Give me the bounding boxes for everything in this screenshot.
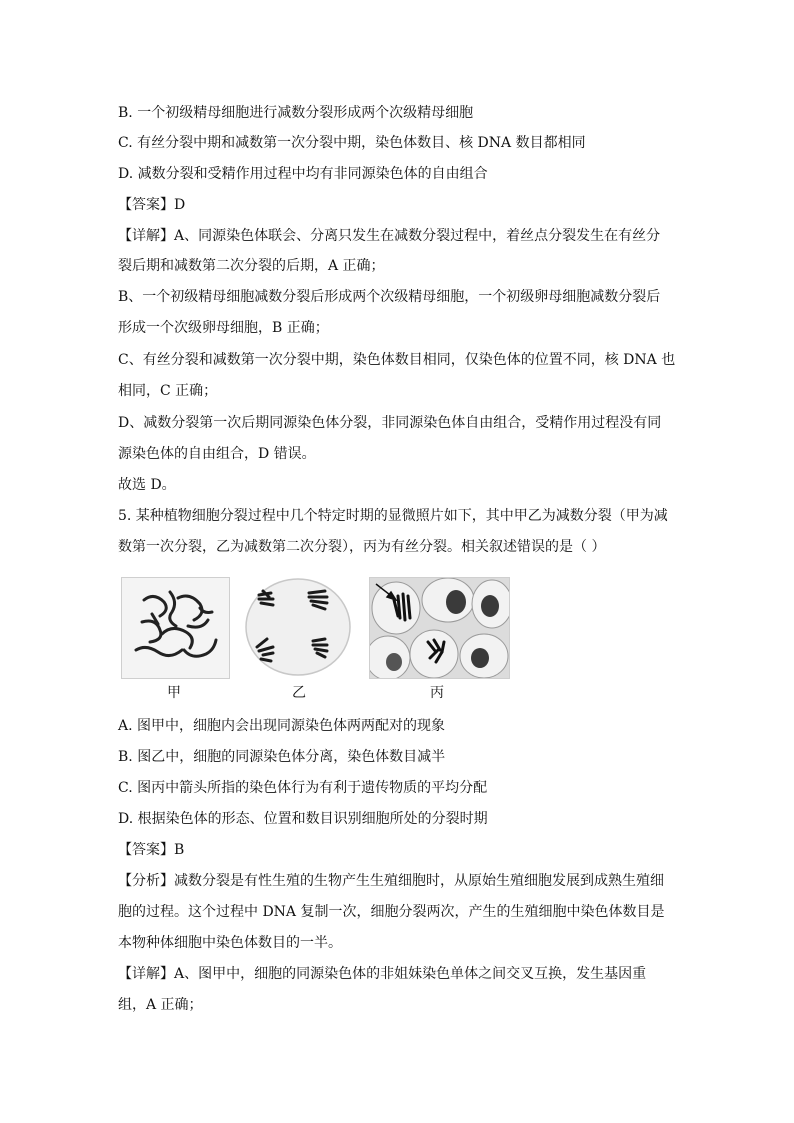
micrograph-bing: [369, 577, 510, 679]
answer-label: 【答案】B: [118, 842, 185, 858]
text-line: 裂后期和减数第二次分裂的后期，A 正确；: [118, 258, 385, 274]
analysis-line: 胞的过程。这个过程中 DNA 复制一次，细胞分裂两次，产生的生殖细胞中染色体数目是: [118, 904, 665, 920]
text-line: 故选 D。: [118, 477, 176, 493]
analysis-line: 本物种体细胞中染色体数目的一半。: [118, 935, 342, 951]
micrograph-jia: [121, 577, 230, 679]
text-line: 源染色体的自由组合，D 错误。: [118, 446, 316, 462]
analysis-line: 【分析】减数分裂是有性生殖的生物产生生殖细胞时，从原始生殖细胞发展到成熟生殖细: [118, 873, 664, 889]
option-c: C. 图丙中箭头所指的染色体行为有利于遗传物质的平均分配: [118, 780, 488, 796]
explanation-line: 组，A 正确；: [118, 997, 203, 1013]
text-line: 形成一个次级卵母细胞，B 正确；: [118, 320, 329, 336]
question-stem: 数第一次分裂，乙为减数第二次分裂），丙为有丝分裂。相关叙述错误的是（ ）: [118, 539, 606, 555]
text-line: B、一个初级精母细胞减数分裂后形成两个次级精母细胞，一个初级卵母细胞减数分裂后: [118, 289, 661, 305]
option-a: A. 图甲中，细胞内会出现同源染色体两两配对的现象: [118, 718, 446, 734]
text-line: C. 有丝分裂中期和减数第一次分裂中期，染色体数目、核 DNA 数目都相同: [118, 135, 586, 151]
caption-bing: 丙: [430, 685, 444, 701]
explanation-line: 【详解】A、图甲中，细胞的同源染色体的非姐妹染色单体之间交叉互换，发生基因重: [118, 966, 647, 982]
caption-yi: 乙: [292, 685, 306, 701]
question-stem: 5. 某种植物细胞分裂过程中几个特定时期的显微照片如下，其中甲乙为减数分裂（甲为减: [118, 508, 668, 524]
text-line: 【详解】A、同源染色体联会、分离只发生在减数分裂过程中，着丝点分裂发生在有丝分: [118, 228, 661, 244]
text-line: B. 一个初级精母细胞进行减数分裂形成两个次级精母细胞: [118, 105, 474, 121]
option-d: D. 根据染色体的形态、位置和数目识别细胞所处的分裂时期: [118, 811, 488, 827]
text-line: D. 减数分裂和受精作用过程中均有非同源染色体的自由组合: [118, 166, 488, 182]
text-line: 相同，C 正确；: [118, 383, 218, 399]
text-line: D、减数分裂第一次后期同源染色体分裂，非同源染色体自由组合，受精作用过程没有同: [118, 415, 662, 431]
answer-label: 【答案】D: [118, 197, 186, 213]
text-line: C、有丝分裂和减数第一次分裂中期，染色体数目相同，仅染色体的位置不同，核 DNA 也: [118, 352, 676, 368]
caption-jia: 甲: [167, 685, 181, 701]
option-b: B. 图乙中，细胞的同源染色体分离，染色体数目减半: [118, 749, 446, 765]
micrograph-yi: [243, 577, 354, 677]
